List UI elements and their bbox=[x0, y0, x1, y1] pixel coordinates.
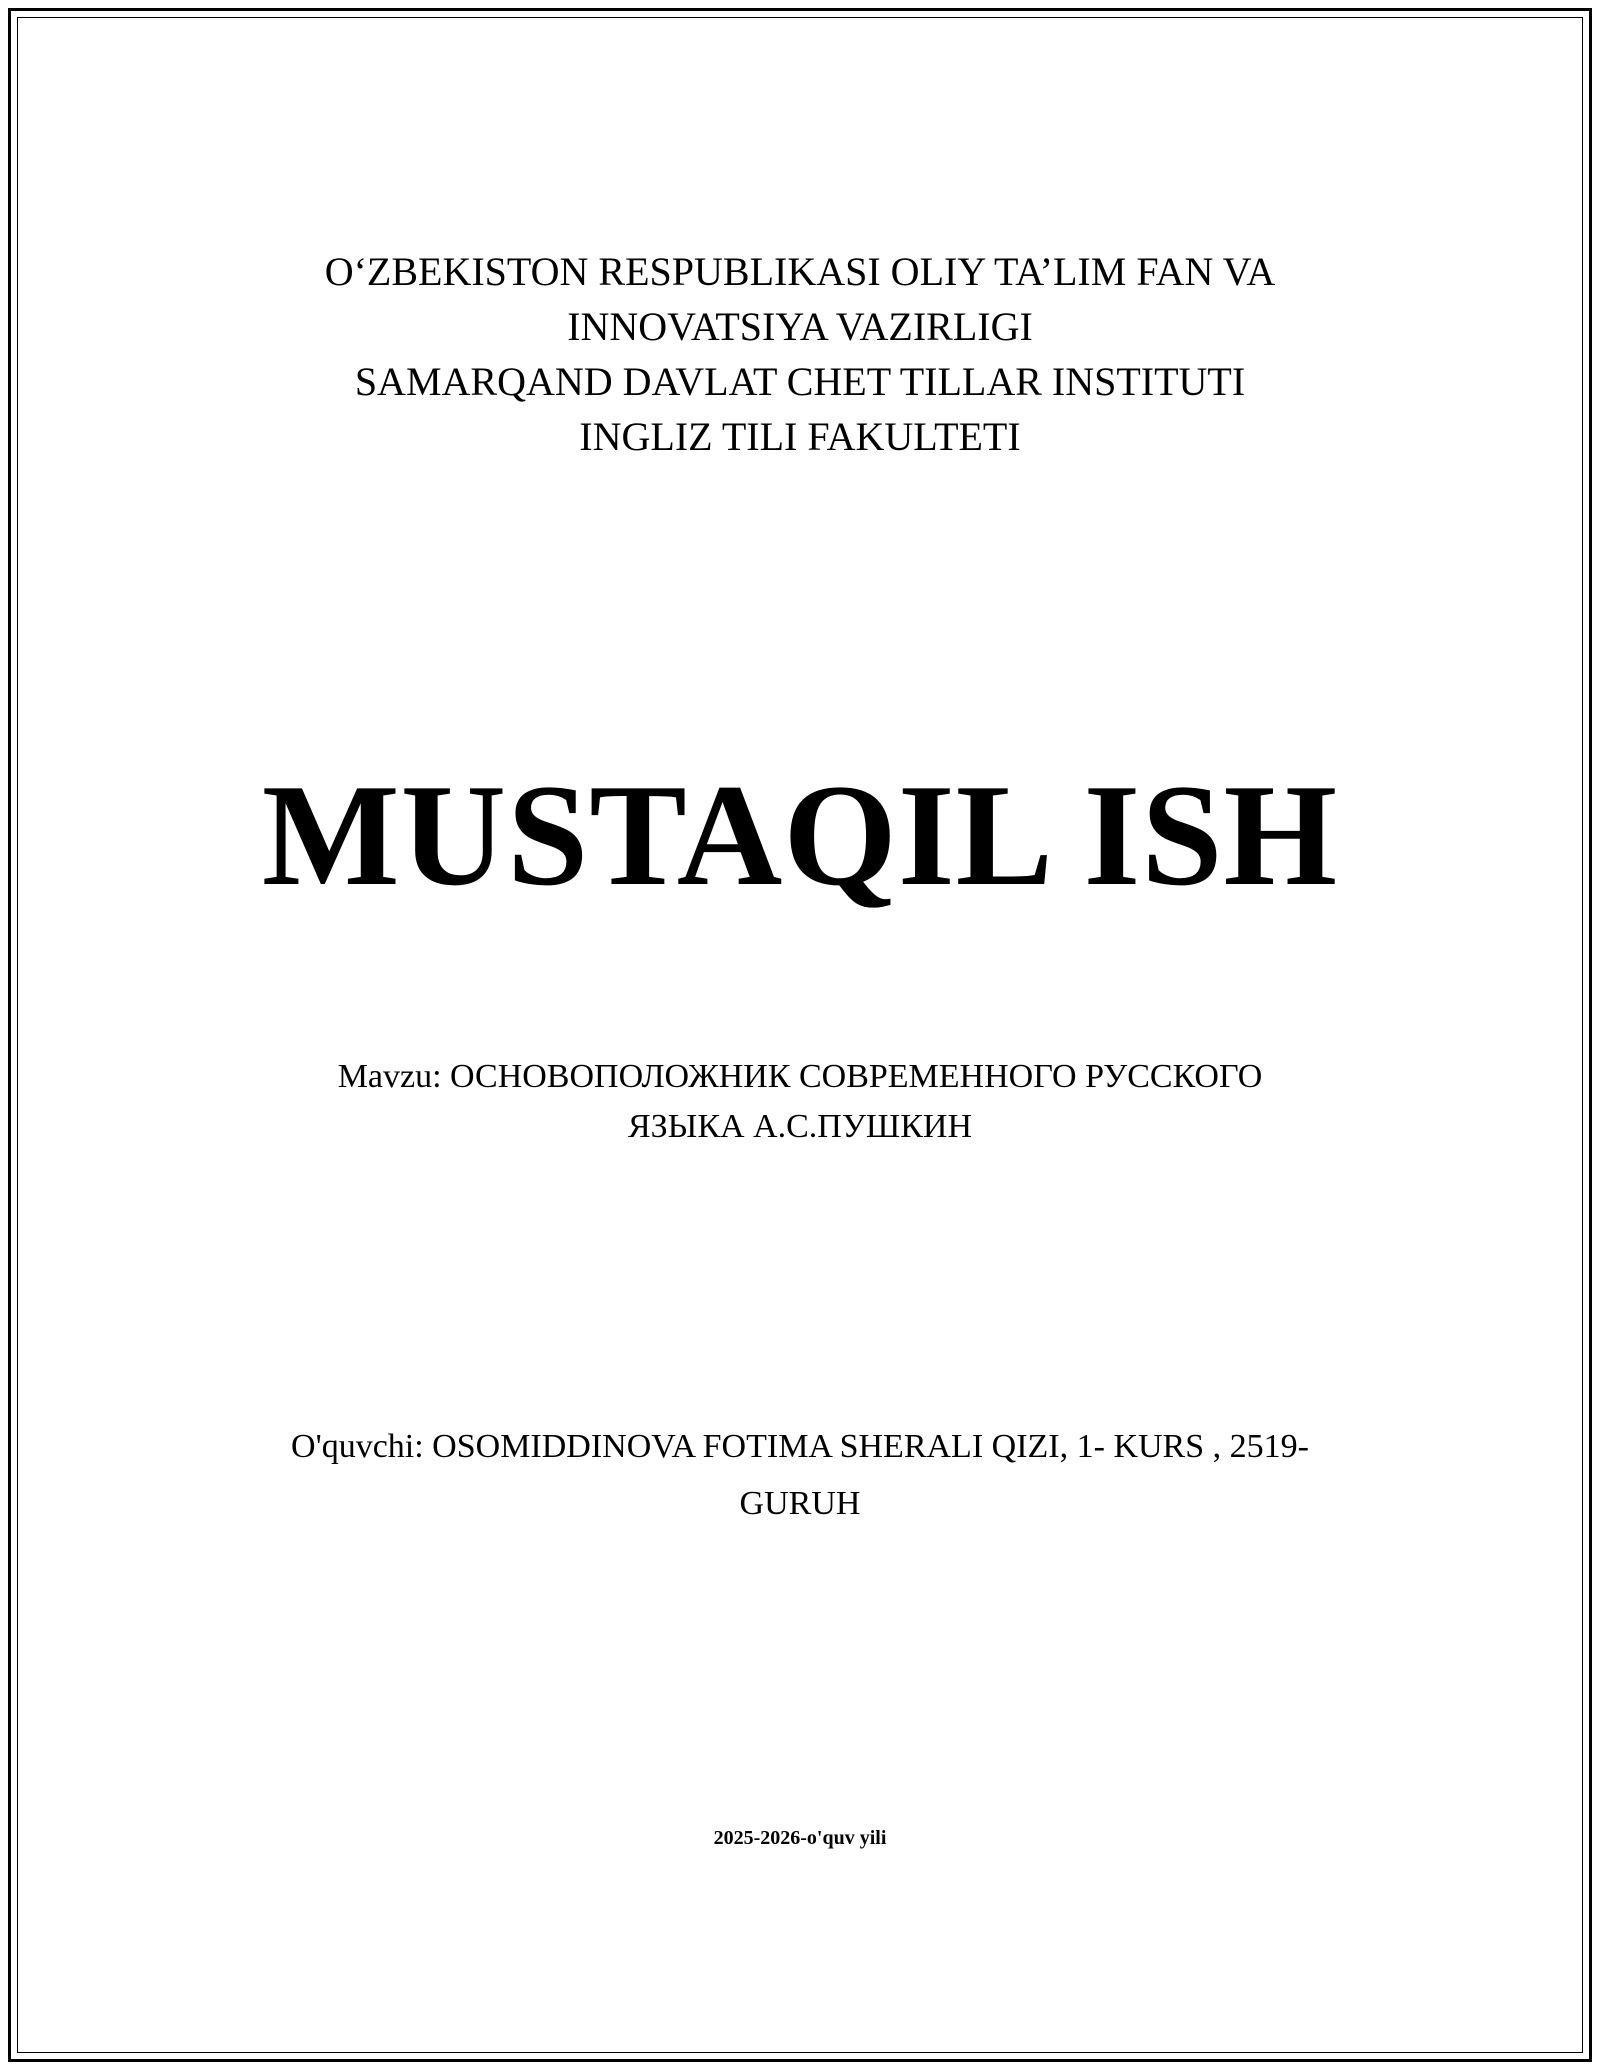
topic-line-2: ЯЗЫКА А.С.ПУШКИН bbox=[627, 1108, 973, 1145]
topic-block bbox=[0, 1052, 1600, 1152]
topic-line-1: Mavzu: ОСНОВОПОЛОЖНИК СОВРЕМЕННОГО РУССКОГО bbox=[337, 1058, 1263, 1095]
student-line-1: O'quvchi: OSOMIDDINOVA FOTIMA SHERALI QIZI, 1- KURS , 2519- bbox=[291, 1428, 1309, 1465]
academic-year: 2025-2026-o'quv yili bbox=[713, 1827, 887, 1849]
header-line-ministry-2: INNOVATSIYA VAZIRLIGI bbox=[567, 304, 1033, 349]
header-line-faculty: INGLIZ TILI FAKULTETI bbox=[579, 414, 1021, 459]
student-line-2: GURUH bbox=[739, 1485, 861, 1522]
document-title: MUSTAQIL ISH bbox=[261, 754, 1339, 916]
institution-header bbox=[0, 244, 1600, 464]
header-line-institute: SAMARQAND DAVLAT CHET TILLAR INSTITUTI bbox=[354, 359, 1246, 404]
header-line-ministry-1: O‘ZBEKISTON RESPUBLIKASI OLIY TA’LIM FAN VA bbox=[324, 249, 1276, 294]
student-block bbox=[0, 1418, 1600, 1532]
